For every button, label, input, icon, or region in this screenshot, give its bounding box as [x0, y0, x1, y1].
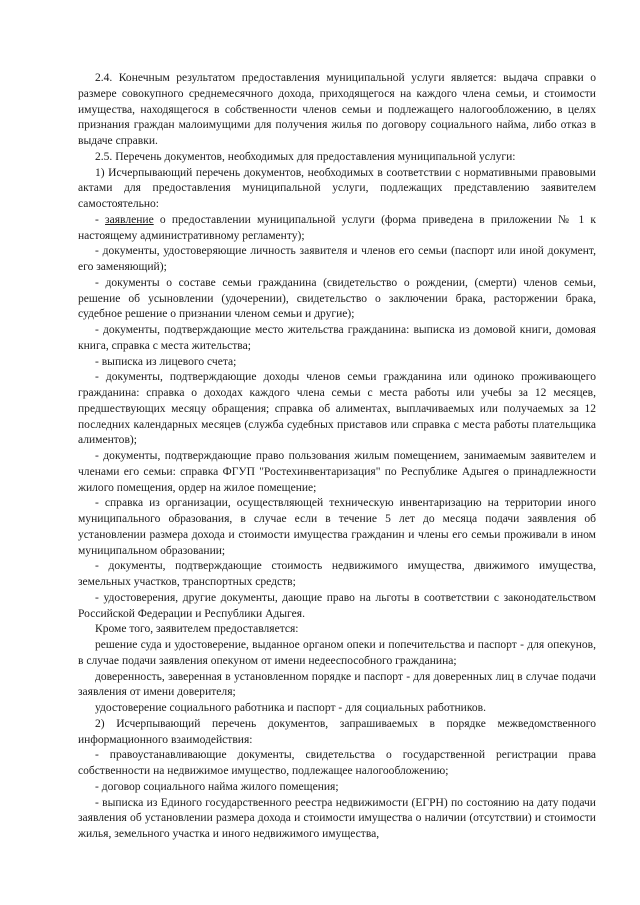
list-item-social-lease: - договор социального найма жилого помещения;	[95, 780, 339, 793]
paragraph-guardians: решение суда и удостоверение, выданное органом опеки и попечительства и паспорт - для опекунов, в случае подачи заявления опекуном от имени недееспособного гражданина;	[78, 639, 596, 667]
list-item-family-docs: - документы о составе семьи гражданина (свидетельство о рождении, (смерти) членов семьи, решение об усыновлении (удочерении), свидетельство о заключении брака, расторжении брака, судебное решение о признании членом семьи и другие);	[78, 276, 596, 321]
list-item-identity-docs: - документы, удостоверяющие личность заявителя и членов его семьи (паспорт или иной документ, его заменяющий);	[78, 245, 596, 273]
list-item-account-extract: - выписка из лицевого счета;	[95, 355, 237, 368]
list-item-income-docs: - документы, подтверждающие доходы членов семьи гражданина или одиноко проживающего гражданина: справка о доходах каждого члена семьи с места работы или учебы за 12 месяцев, предшествующих месяцу обращения; справка об алиментах, выплачиваемых или получаемых за 12 последних календарных месяцев (служба судебных приставов или справка с места работы плательщика алиментов);	[78, 371, 596, 447]
list-item-housing-rights-docs: - документы, подтверждающие право пользования жилым помещением, занимаемым заявителем и членами его семьи: справка ФГУП "Ростехинвентаризация" по Республике Адыгея о принадлежности жилого помещения, ордер на жилое помещение;	[78, 450, 596, 494]
list-item-inventory-certificate: - справка из организации, осуществляющей техническую инвентаризацию на территории иного муниципального образования, в случае если в течение 5 лет до месяца подачи заявления об установлении размера дохода и стоимости имущества гражданин и члены его семьи проживали в ином муниципальном образовании;	[78, 497, 596, 557]
application-link[interactable]: заявление	[105, 213, 154, 226]
list-item-egrn-extract: - выписка из Единого государственного реестра недвижимости (ЕГРН) по состоянию на дату подачи заявления об установлении размера дохода и стоимости имущества о наличии (отсутствии) и стоимости жилья, земельного участка и иного недвижимого имущества,	[78, 796, 596, 840]
list-item-title-docs: - правоустанавливающие документы, свидетельства о государственной регистрации права собственности на недвижимое имущество, подлежащее налогообложению;	[78, 749, 596, 777]
paragraph-social-workers: удостоверение социального работника и паспорт - для социальных работников.	[95, 702, 486, 714]
paragraph-2-5: 2.5. Перечень документов, необходимых для предоставления муниципальной услуги:	[95, 150, 516, 163]
list-item-application	[78, 213, 596, 245]
list-item-property-value-docs: - документы, подтверждающие стоимость недвижимого имущества, движимого имущества, земельных участков, транспортных средств;	[78, 560, 596, 588]
list-item-prefix: -	[95, 213, 106, 226]
paragraph-proxies: доверенность, заверенная в установленном порядке и паспорт - для доверенных лиц в случае подачи заявления от имени доверителя;	[78, 670, 596, 699]
paragraph-2-4: 2.4. Конечным результатом предоставления муниципальной услуги является: выдача справки о размере совокупного среднемесячного дохода, приходящегося на каждого члена семьи, и стоимости имущества, находящегося в собственности членов семьи и подлежащего налогообложению, в целях признания граждан малоимущими для получения жилья по договору социального найма, либо отказ в выдаче справки.	[78, 72, 596, 147]
list-item-text: о предоставлении муниципальной услуги (форма приведена в приложении № 1 к настоящему административному регламенту);	[78, 213, 596, 242]
list-item-residence-docs: - документы, подтверждающие место жительства гражданина: выписка из домовой книги, домовая книга, справка с места жительства;	[78, 324, 596, 352]
list-item-benefit-docs: - удостоверения, другие документы, дающие право на льготы в соответствии с законодательством Российской Федерации и Республики Адыгея.	[78, 591, 596, 620]
paragraph-list-2-intro: 2) Исчерпывающий перечень документов, запрашиваемых в порядке межведомственного информационного взаимодействия:	[78, 717, 596, 746]
paragraph-list-1-intro: 1) Исчерпывающий перечень документов, необходимых в соответствии с нормативными правовыми актами для предоставления муниципальной услуги, подлежащих представлению заявителем самостоятельно:	[78, 166, 596, 210]
document-page	[78, 71, 596, 843]
paragraph-additionally: Кроме того, заявителем предоставляется:	[95, 623, 299, 636]
